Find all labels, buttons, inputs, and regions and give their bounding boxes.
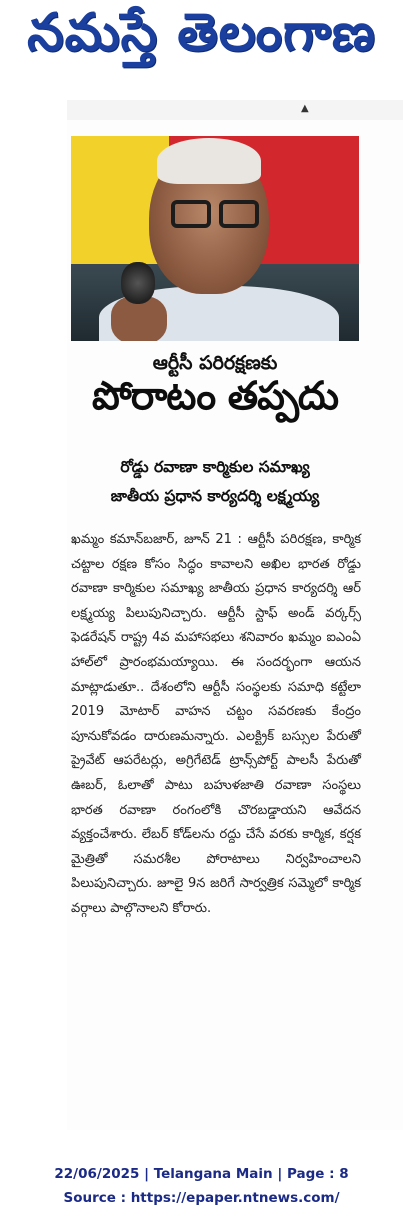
article-body: ఖమ్మం కమాన్‌బజార్, జూన్ 21 : ఆర్టీసీ పరిరక్షణ, కార్మిక చట్టాల రక్షణ కోసం సిద్ధం కావాలని అఖిల భారత రోడ్డు రవాణా కార్మికుల సమాఖ్య జాతీయ ప్రధాన కార్యదర్శి ఆర్ లక్ష్మయ్య పిలుపునిచ్చారు. ఆర్టీసీ స్టాఫ్ అండ్ వర్కర్స్ ఫెడరేషన్ రాష్ట్ర 4వ మహాసభలు శనివారం ఖమ్మం ఐఎంఏ హాల్‌లో ప్రారంభమయ్యాయి. ఈ సందర్భంగా ఆయన మాట్లాడుతూ.. దేశంలోని ఆర్టీసీ సంస్థలకు సమాధి కట్టేలా 2019 మోటార్ వాహన చట్టం సవరణకు కేంద్రం పూనుకోవడం దారుణమన్నారు. ఎలక్ట్రిక్ బస్సుల పేరుతో ప్రైవేట్ ఆపరేటర్లు, అగ్రిగేటెడ్ ట్రాన్స్‌పోర్ట్ పాలసీ పేరుతో ఊబర్, ఓలాతో పాటు బహుళజాతి రవాణా సంస్థలు భారత రవాణా రంగంలోకి చొరబడ్డాయని ఆవేదన వ్యక్తంచేశారు. లేబర్ కోడ్‌లను రద్దు చేసే వరకు కార్మిక, కర్షక మైత్రితో సమరశీల పోరాటాలు నిర్వహించాలని పిలుపునిచ్చారు. జూలై 9న జరిగే సార్వత్రిక సమ్మెలో కార్మిక వర్గాలు పాల్గొనాలని కోరారు. (71, 532, 361, 916)
strip-mark: ▲ (301, 103, 309, 114)
photo-hair (157, 138, 261, 184)
newspaper-masthead: నమస్తే తెలంగాణ (27, 2, 376, 63)
article-photo (71, 136, 359, 341)
article-subhead: రోడ్డు రవాణా కార్మికుల సమాఖ్య (120, 458, 310, 476)
article-kicker: ఆర్టీసీ పరిరక్షణకు (152, 352, 278, 374)
footer-date-page: 22/06/2025 | Telangana Main | Page : 8 (54, 1166, 349, 1182)
article-clipping (67, 100, 403, 1130)
page-strip (67, 100, 403, 120)
article-headline: పోరాటం తప్పదు (92, 374, 338, 419)
microphone-icon (121, 262, 155, 304)
article-subhead: జాతీయ ప్రధాన కార్యదర్శి లక్ష్మయ్య (110, 487, 320, 505)
footer-source-link[interactable]: Source : https://epaper.ntnews.com/ (63, 1190, 340, 1206)
photo-glasses (171, 200, 263, 230)
source-footer (0, 1162, 403, 1210)
